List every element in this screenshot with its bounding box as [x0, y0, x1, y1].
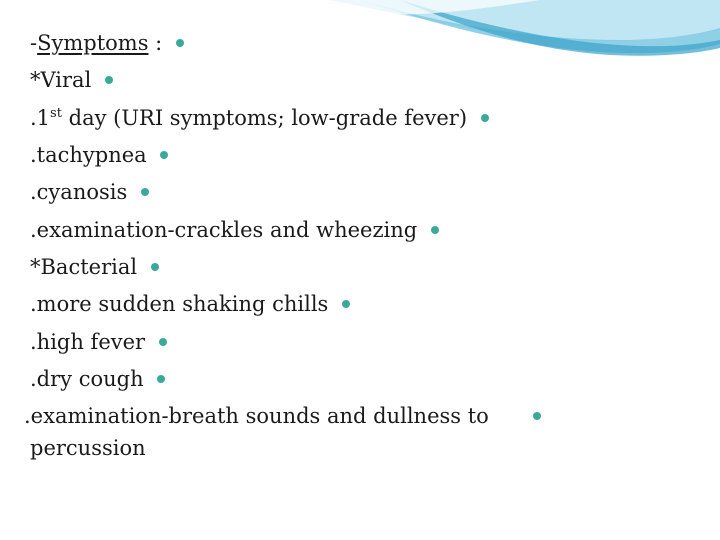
bullet-icon — [151, 263, 159, 271]
bacterial-cough-line — [30, 366, 165, 392]
bacterial-exam-line — [24, 403, 489, 429]
viral-label: *Viral — [30, 68, 92, 92]
bacterial-exam-continuation-line — [30, 435, 146, 461]
viral-exam: .examination-crackles and wheezing — [30, 218, 418, 242]
bacterial-fever-line — [30, 329, 167, 355]
bacterial-exam-line2: percussion — [30, 436, 146, 460]
viral-day-prefix: .1 — [30, 106, 51, 130]
heading-prefix: - — [30, 31, 38, 55]
heading-title: Symptoms — [37, 31, 149, 55]
bullet-icon — [105, 76, 113, 84]
viral-day-line — [30, 105, 489, 131]
bacterial-label: *Bacterial — [30, 255, 138, 279]
bullet-icon — [141, 188, 149, 196]
viral-cyanosis: .cyanosis — [30, 180, 128, 204]
viral-day-superscript: st — [50, 106, 62, 121]
heading-line — [30, 30, 184, 56]
bacterial-chills-line — [30, 291, 350, 317]
bacterial-fever: .high fever — [30, 330, 146, 354]
heading-suffix: : — [148, 31, 163, 55]
bullet-icon — [481, 114, 489, 122]
bullet-icon — [176, 39, 184, 47]
bacterial-chills: .more sudden shaking chills — [30, 292, 329, 316]
bullet-icon — [342, 300, 350, 308]
bacterial-exam-line1: .examination-breath sounds and dullness to — [24, 404, 489, 428]
viral-tachypnea-line — [30, 142, 168, 168]
bullet-icon — [533, 412, 541, 420]
viral-exam-line — [30, 217, 439, 243]
viral-day-text: day (URI symptoms; low-grade fever) — [61, 106, 468, 130]
bullet-icon — [160, 151, 168, 159]
bullet-icon — [431, 226, 439, 234]
bacterial-cough: .dry cough — [30, 367, 144, 391]
bullet-icon — [157, 375, 165, 383]
viral-label-line — [30, 67, 113, 93]
viral-tachypnea: .tachypnea — [30, 143, 147, 167]
bullet-icon — [159, 338, 167, 346]
bacterial-label-line — [30, 254, 159, 280]
viral-cyanosis-line — [30, 179, 149, 205]
